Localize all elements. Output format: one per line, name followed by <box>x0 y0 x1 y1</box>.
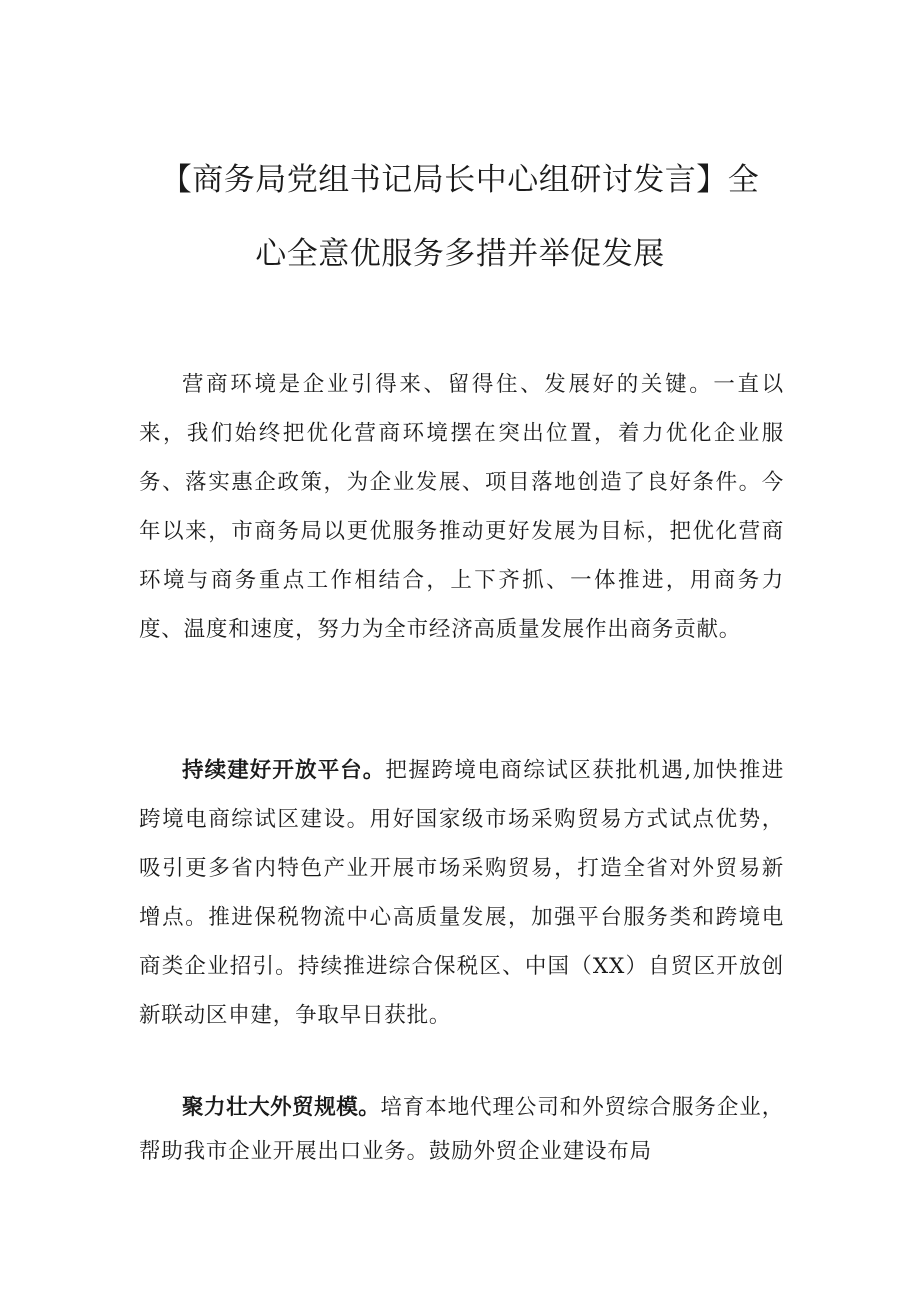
paragraph-open-platform-heading: 持续建好开放平台。 <box>182 758 386 783</box>
paragraph-open-platform-text: 把握跨境电商综试区获批机遇,加快推进跨境电商综试区建设。用好国家级市场采购贸易方式试点优势，吸引更多省内特色产业开展市场采购贸易，打造全省对外贸易新增点。推进保税物流中心高质量发展，加强平台服务类和跨境电商类企业招引。持续推进综合保税区、中国（XX）自贸区开放创新联动区申建，争取早日获批。 <box>139 758 784 1028</box>
document-title-line-1: 【商务局党组书记局长中心组研讨发言】全 <box>160 162 760 198</box>
paragraph-intro <box>139 360 784 654</box>
paragraph-foreign-trade-text: 培育本地代理公司和外贸综合服务企业，帮助我市企业开展出口业务。鼓励外贸企业建设布局 <box>139 1095 784 1164</box>
document-title-line-2: 心全意优服务多措并举促发展 <box>255 236 665 272</box>
paragraph-open-platform <box>139 746 784 1040</box>
paragraph-intro-text: 营商环境是企业引得来、留得住、发展好的关键。一直以来，我们始终把优化营商环境摆在突出位置，着力优化企业服务、落实惠企政策，为企业发展、项目落地创造了良好条件。今年以来，市商务局以更优服务推动更好发展为目标，把优化营商环境与商务重点工作相结合，上下齐抓、一体推进，用商务力度、温度和速度，努力为全市经济高质量发展作出商务贡献。 <box>139 372 784 642</box>
paragraph-foreign-trade <box>139 1086 784 1174</box>
paragraph-foreign-trade-heading: 聚力壮大外贸规模。 <box>182 1095 381 1120</box>
